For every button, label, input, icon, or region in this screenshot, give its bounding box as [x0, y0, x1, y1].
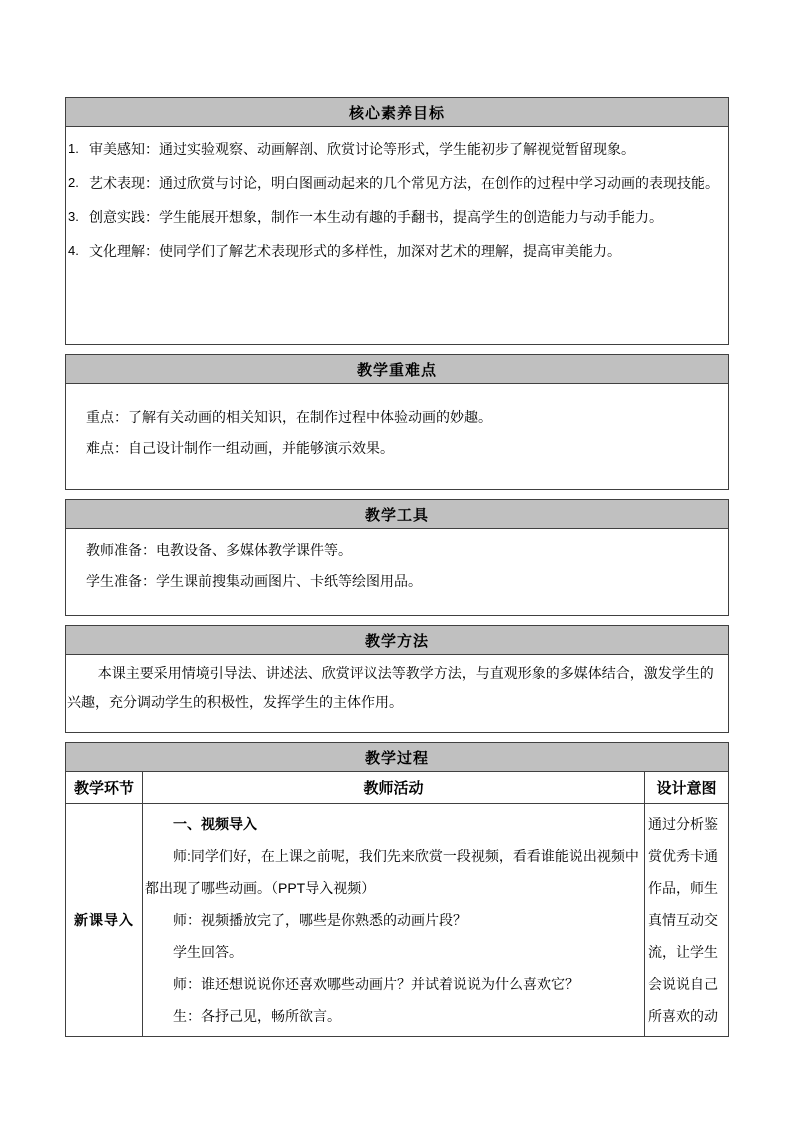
goal-item-3	[66, 200, 726, 234]
methods-body	[66, 655, 728, 732]
section-title-process: 教学过程	[66, 743, 728, 772]
section-title-methods: 教学方法	[66, 626, 728, 655]
goal-number: 2.	[68, 175, 79, 190]
goal-number: 1.	[68, 141, 79, 156]
section-title-key-points: 教学重难点	[66, 355, 728, 384]
activity-paragraph: 学生回答。	[173, 944, 243, 960]
col-header-design-intent: 设计意图	[645, 772, 728, 804]
core-goals-body	[66, 127, 728, 344]
activity-paragraph: 师：谁还想说说你还喜欢哪些动画片？并试着说说为什么喜欢它？	[173, 976, 579, 992]
goal-text: 艺术表现：通过欣赏与讨论，明白图画动起来的几个常见方法，在创作的过程中学习动画的表现技能。	[89, 175, 719, 191]
tools-body	[66, 529, 728, 615]
key-points-body	[66, 384, 728, 489]
goal-text: 审美感知：通过实验观察、动画解剖、欣赏讨论等形式，学生能初步了解视觉暂留现象。	[89, 141, 635, 157]
activity-heading: 一、视频导入	[173, 816, 257, 832]
section-title-core-goals: 核心素养目标	[66, 98, 728, 127]
goal-text: 创意实践：学生能展开想象，制作一本生动有趣的手翻书，提高学生的创造能力与动手能力。	[89, 209, 663, 225]
goal-item-1	[66, 132, 726, 166]
student-prep-line: 学生准备：学生课前搜集动画图片、卡纸等绘图用品。	[86, 573, 422, 589]
goal-number: 3.	[68, 209, 79, 224]
section-tools	[65, 499, 729, 616]
section-title-tools: 教学工具	[66, 500, 728, 529]
design-intent-cell: 通过分析鉴赏优秀卡通作品，师生真情互动交流，让学生会说说自己所喜欢的动	[648, 816, 718, 1024]
teacher-prep-line: 教师准备：电教设备、多媒体教学课件等。	[86, 542, 352, 558]
col-header-teacher-activity: 教师活动	[143, 772, 645, 804]
section-process	[65, 742, 729, 1037]
goal-item-2	[66, 166, 726, 200]
section-methods	[65, 625, 729, 733]
goal-number: 4.	[68, 243, 79, 258]
teacher-activity-cell	[143, 804, 645, 1036]
process-table	[66, 772, 728, 1036]
stage-cell: 新课导入	[66, 804, 143, 1036]
section-core-goals	[65, 97, 729, 345]
goal-text: 文化理解：使同学们了解艺术表现形式的多样性，加深对艺术的理解，提高审美能力。	[89, 243, 621, 259]
section-key-points	[65, 354, 729, 490]
col-header-stage: 教学环节	[66, 772, 143, 804]
activity-paragraph: 师：视频播放完了，哪些是你熟悉的动画片段？	[173, 912, 467, 928]
activity-paragraph: 师:同学们好，在上课之前呢，我们先来欣赏一段视频，看看谁能说出视频中都出现了哪些动画。（PPT导入视频）	[145, 848, 639, 896]
difficult-point-line: 难点：自己设计制作一组动画，并能够演示效果。	[86, 440, 394, 456]
goal-item-4	[66, 234, 726, 268]
key-point-line: 重点：了解有关动画的相关知识，在制作过程中体验动画的妙趣。	[86, 409, 492, 425]
lesson-plan-document	[65, 97, 729, 1046]
methods-paragraph: 本课主要采用情境引导法、讲述法、欣赏评议法等教学方法，与直观形象的多媒体结合，激发学生的兴趣，充分调动学生的积极性，发挥学生的主体作用。	[67, 665, 714, 710]
activity-paragraph: 生：各抒己见，畅所欲言。	[173, 1008, 341, 1024]
